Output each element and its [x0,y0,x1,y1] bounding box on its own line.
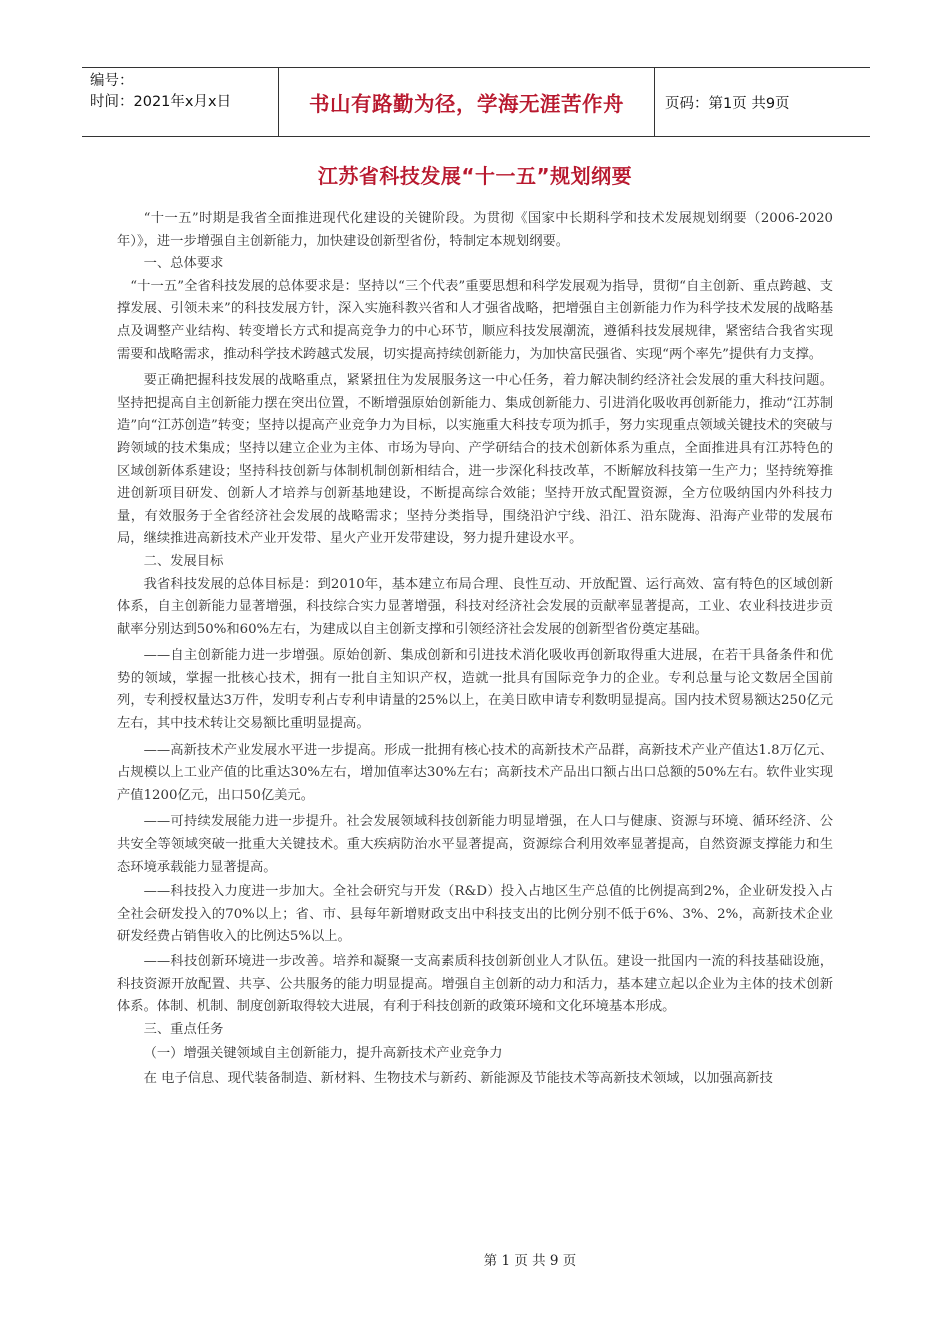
header-motto-cell [279,68,655,136]
subsection-heading: （一）增强关键领域自主创新能力，提升高新技术产业竞争力 [143,1046,503,1062]
header-meta-cell [82,68,279,136]
document-title: 江苏省科技发展“十一五”规划纲要 [317,164,633,188]
page-header [82,67,870,137]
paragraph: ——高新技术产业发展水平进一步提高。形成一批拥有核心技术的高新技术产品群，高新技术产业产值达1.8万亿元、占规模以上工业产值的比重达30%左右，增加值率达30%左右；高新技术产品出口额占出口总额的50%左右。软件业实现产值1200亿元，出口50亿美元。 [117,742,833,803]
section-heading-2: 二、发展目标 [143,553,224,569]
paragraph: ——科技创新环境进一步改善。培养和凝聚一支高素质科技创新创业人才队伍。建设一批国内一流的科技基础设施，科技资源开放配置、共享、公共服务的能力明显提高。增强自主创新的动力和活力，基本建立起以企业为主体的技术创新体系。体制、机制、制度创新取得较大进展，有利于科技创新的政策环境和文化环境基本形成。 [117,954,833,1015]
paragraph: ——科技投入力度进一步加大。全社会研究与开发（R&D）投入占地区生产总值的比例提高到2%，企业研发投入占全社会研发投入的70%以上；省、市、县每年新增财政支出中科技支出的比例分别不低于6%、3%、2%，高新技术企业研发经费占销售收入的比例达5%以上。 [117,884,833,945]
section-heading-1: 一、总体要求 [143,256,224,272]
header-motto: 书山有路勤为径，学海无涯苦作舟 [309,92,624,116]
paragraph-intro: “十一五”时期是我省全面推进现代化建设的关键阶段。为贯彻《国家中长期科学和技术发展规划纲要（2006-2020年）》，进一步增强自主创新能力，加快建设创新型省份，特制定本规划纲要。 [117,211,833,249]
paragraph: ——自主创新能力进一步增强。原始创新、集成创新和引进技术消化吸收再创新取得重大进展，在若干具备条件和优势的领域，掌握一批核心技术，拥有一批自主知识产权，造就一批具有国际竞争力的企业。专利总量与论文数居全国前列，专利授权量达3万件，发明专利占专利申请量的25%以上，在美日欧申请专利数明显提高。国内技术贸易额达250亿元左右，其中技术转让交易额比重明显提高。 [117,648,833,732]
paragraph: 在 电子信息、现代装备制造、新材料、生物技术与新药、新能源及节能技术等高新技术领域，以加强高新技 [143,1070,773,1086]
paragraph: 我省科技发展的总体目标是：到2010年，基本建立布局合理、良性互动、开放配置、运行高效、富有特色的区域创新体系，自主创新能力显著增强，科技综合实力显著增强，科技对经济社会发展的贡献率显著提高，工业、农业科技进步贡献率分别达到50%和60%左右，为建成以自主创新支撑和引领经济社会发展的创新型省份奠定基础。 [117,576,833,637]
header-page-cell [655,68,870,136]
document-time-label: 时间：2021年x月x日 [90,94,232,110]
document-body [117,208,833,1091]
section-heading-3: 三、重点任务 [143,1021,224,1037]
paragraph: “十一五”全省科技发展的总体要求是：坚持以“三个代表”重要思想和科学发展观为指导，贯彻“自主创新、重点跨越、支撑发展、引领未来”的科技发展方针，深入实施科教兴省和人才强省战略，把增强自主创新能力作为科学技术发展的战略基点及调整产业结构、转变增长方式和提高竞争力的中心环节，顺应科技发展潮流，遵循科技发展规律，紧密结合我省实现需要和战略需求，推动科学技术跨越式发展，切实提高持续创新能力，为加快富民强省、实现“两个率先”提供有力支撑。 [117,278,833,362]
document-number-label: 编号： [90,73,134,89]
header-page-info: 页码：第1页 共9页 [665,95,790,112]
page-footer: 第 1 页 共 9 页 [483,1253,577,1269]
paragraph: ——可持续发展能力进一步提升。社会发展领域科技创新能力明显增强，在人口与健康、资源与环境、循环经济、公共安全等领域突破一批重大关键技术。重大疾病防治水平显著提高，资源综合利用效率显著提高，自然资源支撑能力和生态环境承载能力显著提高。 [117,814,833,875]
paragraph: 要正确把握科技发展的战略重点，紧紧扭住为发展服务这一中心任务，着力解决制约经济社会发展的重大科技问题。坚持把提高自主创新能力摆在突出位置，不断增强原始创新能力、集成创新能力、引进消化吸收再创新能力，推动“江苏制造”向“江苏创造”转变；坚持以提高产业竞争力为目标，以实施重大科技专项为抓手，努力实现重点领域关键技术的突破与跨领域的技术集成；坚持以建立企业为主体、市场为导向、产学研结合的技术创新体系为重点，全面推进具有江苏特色的区域创新体系建设；坚持科技创新与体制机制创新相结合，进一步深化科技改革，不断解放科技第一生产力；坚持统筹推进创新项目研发、创新人才培养与创新基地建设，不断提高综合效能；坚持开放式配置资源，全方位吸纳国内外科技力量，有效服务于全省经济社会发展的战略需求；坚持分类指导，围绕沿沪宁线、沿江、沿东陇海、沿海产业带的发展布局，继续推进高新技术产业开发带、星火产业开发带建设，努力提升建设水平。 [117,373,833,547]
